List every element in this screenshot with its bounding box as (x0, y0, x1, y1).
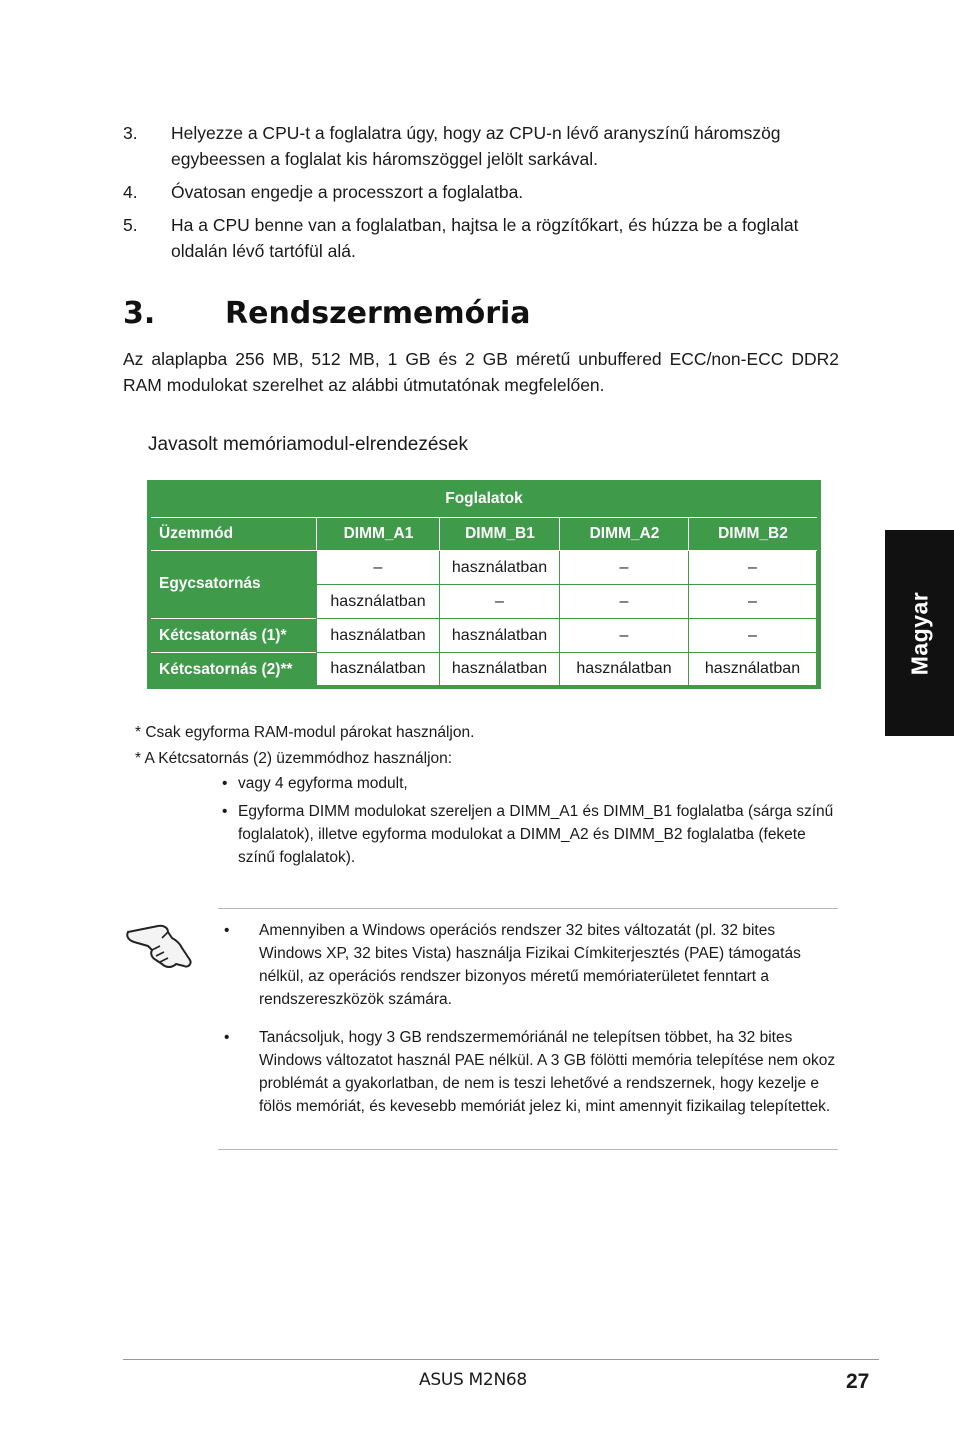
list-item-text: vagy 4 egyforma modult, (238, 775, 408, 792)
step-number: 3. (123, 123, 138, 143)
list-item-text: Egyforma DIMM modulokat szereljen a DIMM_A1 és DIMM_B1 foglalatba (sárga színű foglalatok), illetve egyforma modulokat a DIMM_A2 és DIMM_B2 foglalatba (fekete színű foglalatok). (238, 803, 834, 866)
note-item (218, 1026, 838, 1118)
footnotes (135, 720, 845, 772)
step-item (123, 212, 839, 264)
table-cell: – (560, 585, 688, 618)
table-cell: – (440, 585, 559, 618)
table-divider (559, 518, 560, 550)
table-cell: – (560, 619, 688, 652)
table-row-label: Kétcsatornás (1)* (159, 626, 287, 644)
table-cell: – (560, 551, 688, 584)
page-number: 27 (846, 1370, 870, 1393)
table-cell: használatban (440, 619, 559, 652)
step-number: 5. (123, 215, 138, 235)
hand-pointing-icon (124, 916, 194, 972)
table-header-dimm-a2: DIMM_A2 (589, 525, 660, 542)
step-text: Helyezze a CPU-t a foglalatra úgy, hogy az CPU-n lévő aranyszínű háromszög egybeessen a foglalat kis háromszöggel jelölt sarkával. (171, 123, 781, 169)
table-group-header: Foglalatok (445, 490, 523, 507)
memory-config-table (147, 480, 821, 689)
table-divider (316, 518, 317, 550)
bullet-icon: • (222, 803, 228, 820)
step-number: 4. (123, 182, 138, 202)
table-divider (688, 518, 689, 550)
table-cell: – (689, 619, 816, 652)
table-divider (439, 518, 440, 550)
table-header-mode: Üzemmód (159, 525, 234, 542)
table-header-dimm-b2: DIMM_B2 (718, 525, 788, 542)
note-item (218, 919, 838, 1011)
table-cell: használatban (317, 619, 439, 652)
footer-product: ASUS M2N68 (419, 1370, 527, 1390)
list-item (222, 772, 842, 795)
footer-divider (123, 1359, 879, 1360)
step-list (123, 120, 839, 271)
step-text: Ha a CPU benne van a foglalatban, hajtsa le a rögzítőkart, és húzza be a foglalat oldalán lévő tartófül alá. (171, 215, 799, 261)
section-heading (123, 296, 531, 331)
step-item (123, 120, 839, 172)
table-cell: – (689, 585, 816, 618)
table-cell: használatban (440, 551, 559, 584)
note-box (218, 908, 838, 1150)
section-title: Rendszermemória (225, 296, 531, 331)
table-header-dimm-b1: DIMM_B1 (465, 525, 535, 542)
bullet-icon: • (224, 1029, 230, 1046)
footnote-bullet-list (222, 772, 842, 874)
language-tab (885, 530, 954, 736)
step-item (123, 179, 839, 205)
note-text: Amennyiben a Windows operációs rendszer 32 bites változatát (pl. 32 bites Windows XP, 32 bites Vista) használja Fizikai Címkiterjesztés (PAE) támogatás nélkül, az operációs rendszer bizonyos méretű memóriaterületet fenntart a rendszereszközök számára. (259, 922, 801, 1008)
table-row-label: Egycsatornás (159, 575, 261, 592)
table-row-label: Kétcsatornás (2)** (159, 660, 293, 678)
bullet-icon: • (222, 775, 228, 792)
list-item (222, 800, 842, 869)
table-cell: használatban (317, 585, 439, 618)
section-number: 3. (123, 296, 156, 331)
table-cell: használatban (440, 653, 559, 685)
table-cell: használatban (317, 653, 439, 685)
bullet-icon: • (224, 922, 230, 939)
intro-paragraph: Az alaplapba 256 MB, 512 MB, 1 GB és 2 GB méretű unbuffered ECC/non-ECC DDR2 RAM modulokat szerelhet az alábbi útmutatónak megfelelően. (123, 349, 839, 395)
table-header-dimm-a1: DIMM_A1 (343, 525, 414, 542)
table-cell: – (689, 551, 816, 584)
language-tab-label: Magyar (906, 591, 933, 675)
step-text: Óvatosan engedje a processzort a foglalatba. (171, 182, 524, 202)
table-cell: használatban (560, 653, 688, 685)
table-cell: használatban (689, 653, 816, 685)
footnote: * Csak egyforma RAM-modul párokat használjon. (135, 724, 475, 741)
note-text: Tanácsoljuk, hogy 3 GB rendszermemóriánál ne telepítsen többet, ha 32 bites Windows változatot használ PAE nélkül. A 3 GB fölötti memória telepítése nem okoz problémát a gyakorlatban, de nem is teszi lehetővé a rendszernek, hogy kezelje e fölös memóriát, és kevesebb memóriát jelez ki, mint amennyit fizikailag telepítettek. (259, 1029, 836, 1115)
table-cell: – (317, 551, 439, 584)
footnote: * A Kétcsatornás (2) üzemmódhoz használjon: (135, 750, 453, 767)
table-caption: Javasolt memóriamodul-elrendezések (148, 434, 468, 455)
